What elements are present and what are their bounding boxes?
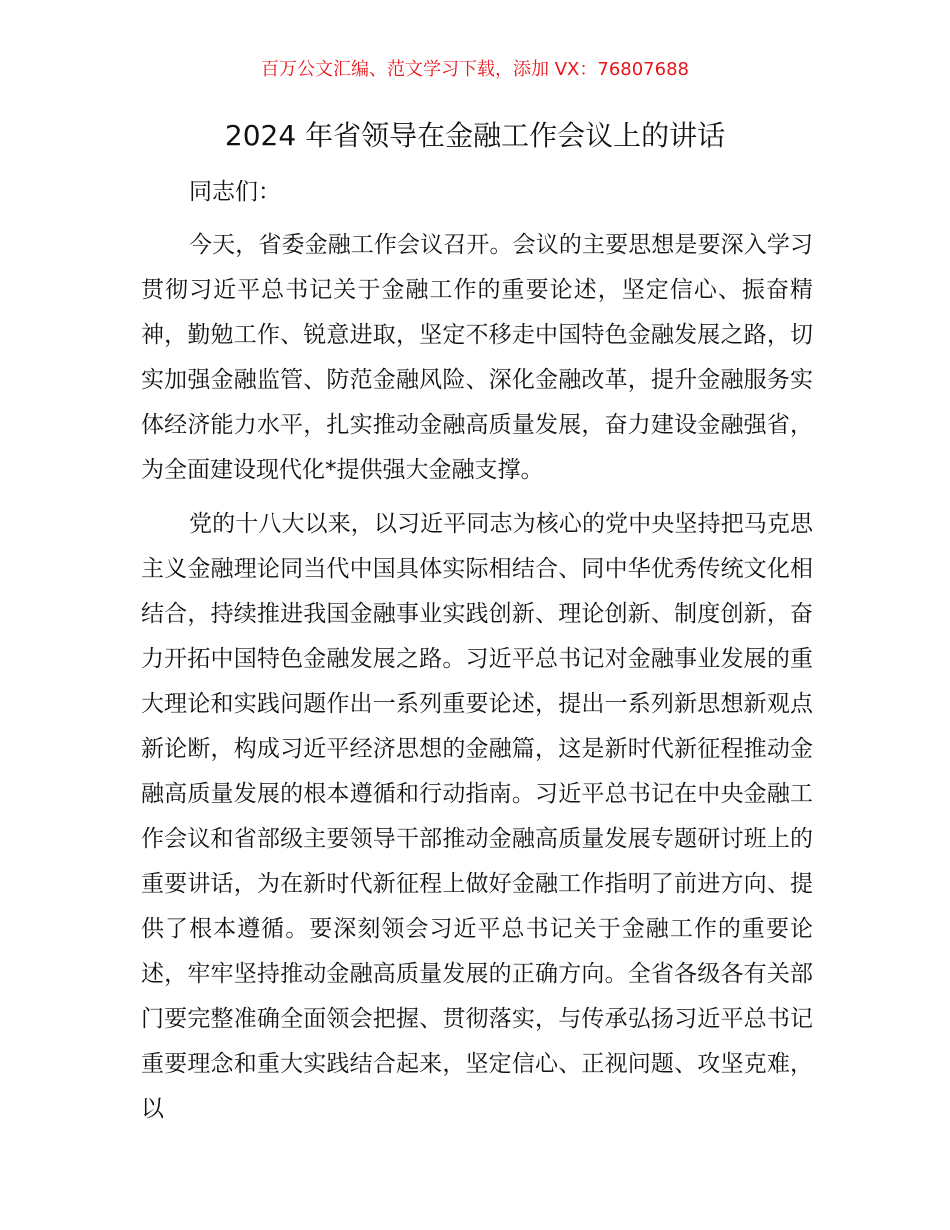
paragraph-opening: 今天，省委金融工作会议召开。会议的主要思想是要深入学习贯彻习近平总书记关于金融工作的重要论述，坚定信心、振奋精神，勤勉工作、锐意进取，坚定不移走中国特色金融发展之路，切实加强金融监管、防范金融风险、深化金融改革，提升金融服务实体经济能力水平，扎实推动金融高质量发展，奋力建设金融强省，为全面建设现代化*提供强大金融支撑。 [141,232,813,483]
paragraph-background: 党的十八大以来，以习近平同志为核心的党中央坚持把马克思主义金融理论同当代中国具体实际相结合、同中华优秀传统文化相结合，持续推进我国金融事业实践创新、理论创新、制度创新，奋力开拓中国特色金融发展之路。习近平总书记对金融事业发展的重大理论和实践问题作出一系列重要论述，提出一系列新思想新观点新论断，构成习近平经济思想的金融篇，这是新时代新征程推动金融高质量发展的根本遵循和行动指南。习近平总书记在中央金融工作会议和省部级主要领导干部推动金融高质量发展专题研讨班上的重要讲话，为在新时代新征程上做好金融工作指明了前进方向、提供了根本遵循。要深刻领会习近平总书记关于金融工作的重要论述，牢牢坚持推动金融高质量发展的正确方向。全省各级各有关部门要完整准确全面领会把握、贯彻落实，与传承弘扬习近平总书记重要理念和重大实践结合起来，坚定信心、正视问题、攻坚克难，以 [141,511,813,1122]
document-title: 2024 年省领导在金融工作会议上的讲话 [224,119,726,152]
document-body [141,170,813,1132]
header-promo-note: 百万公文汇编、范文学习下载，添加 VX：76807688 [261,59,689,80]
salutation: 同志们： [189,179,281,205]
